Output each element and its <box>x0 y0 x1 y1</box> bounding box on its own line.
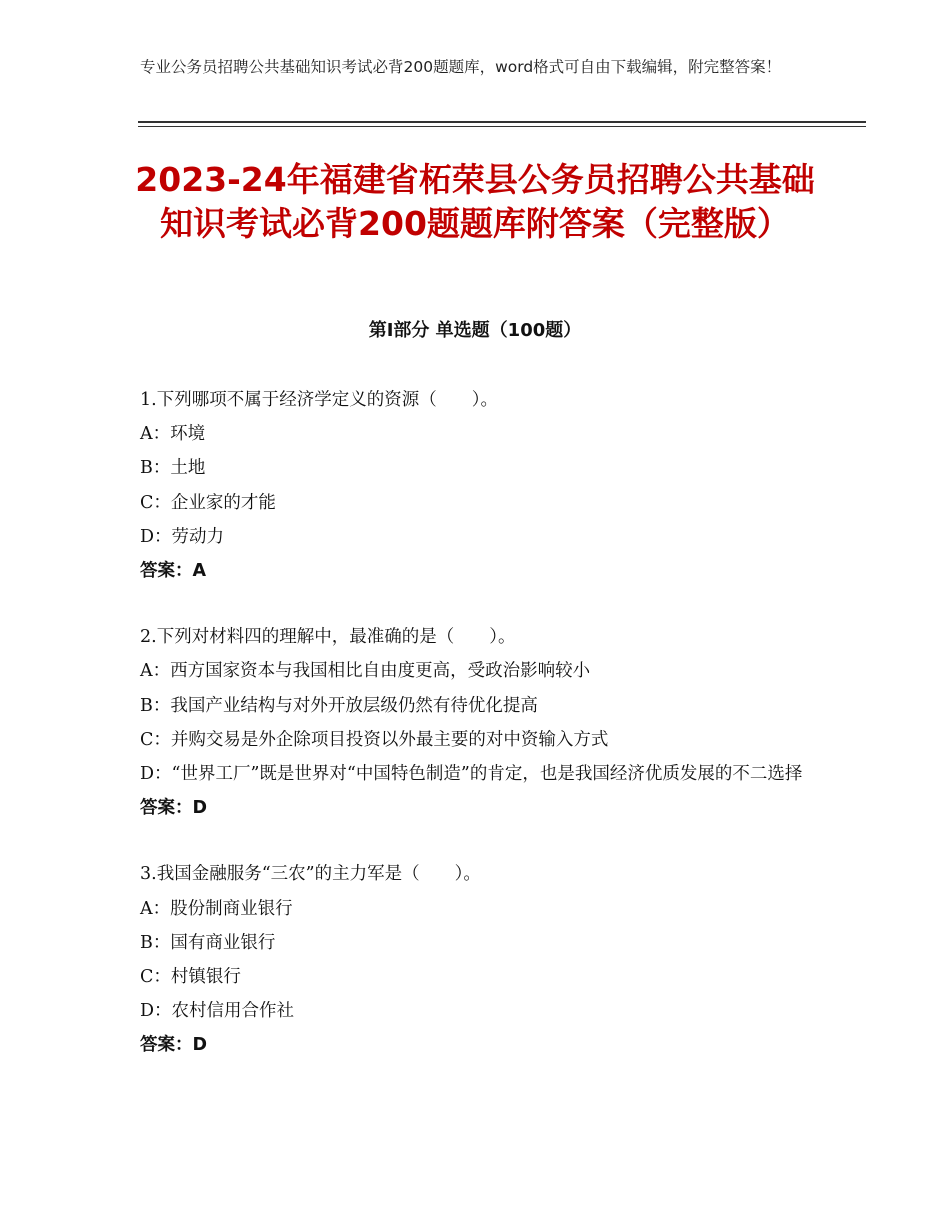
question-1 <box>140 383 840 588</box>
option-c: C：村镇银行 <box>140 967 241 988</box>
question-list <box>140 383 840 1095</box>
option-a: A：西方国家资本与我国相比自由度更高，受政治影响较小 <box>140 661 591 682</box>
option-b: B：国有商业银行 <box>140 932 276 953</box>
option-b: B：土地 <box>140 458 206 479</box>
answer: 答案：A <box>140 561 207 582</box>
document-title: 2023-24年福建省柘荣县公务员招聘公共基础知识考试必背200题题库附答案（完整版） <box>135 160 815 243</box>
option-d: D：“世界工厂”既是世界对“中国特色制造”的肯定，也是我国经济优质发展的不二选择 <box>140 764 803 785</box>
question-3 <box>140 857 840 1062</box>
section-title: 第Ⅰ部分 单选题（100题） <box>368 320 582 341</box>
header-rule-thin <box>138 126 866 127</box>
answer: 答案：D <box>140 1035 208 1056</box>
header-rule-thick <box>138 121 866 123</box>
question-stem: 1.下列哪项不属于经济学定义的资源（ ）。 <box>140 390 498 410</box>
option-d: D：劳动力 <box>140 526 225 547</box>
question-stem: 2.下列对材料四的理解中，最准确的是（ ）。 <box>140 627 516 648</box>
question-2 <box>140 620 840 825</box>
header-note: 专业公务员招聘公共基础知识考试必背200题题库，word格式可自由下载编辑，附完整答案！ <box>140 58 782 76</box>
option-b: B：我国产业结构与对外开放层级仍然有待优化提高 <box>140 695 538 716</box>
option-a: A：股份制商业银行 <box>140 898 293 919</box>
option-d: D：农村信用合作社 <box>140 1001 295 1022</box>
option-c: C：并购交易是外企除项目投资以外最主要的对中资输入方式 <box>140 729 609 750</box>
option-c: C：企业家的才能 <box>140 492 276 513</box>
option-a: A：环境 <box>140 424 206 445</box>
answer: 答案：D <box>140 798 208 819</box>
question-stem: 3.我国金融服务“三农”的主力军是（ ）。 <box>140 864 481 885</box>
